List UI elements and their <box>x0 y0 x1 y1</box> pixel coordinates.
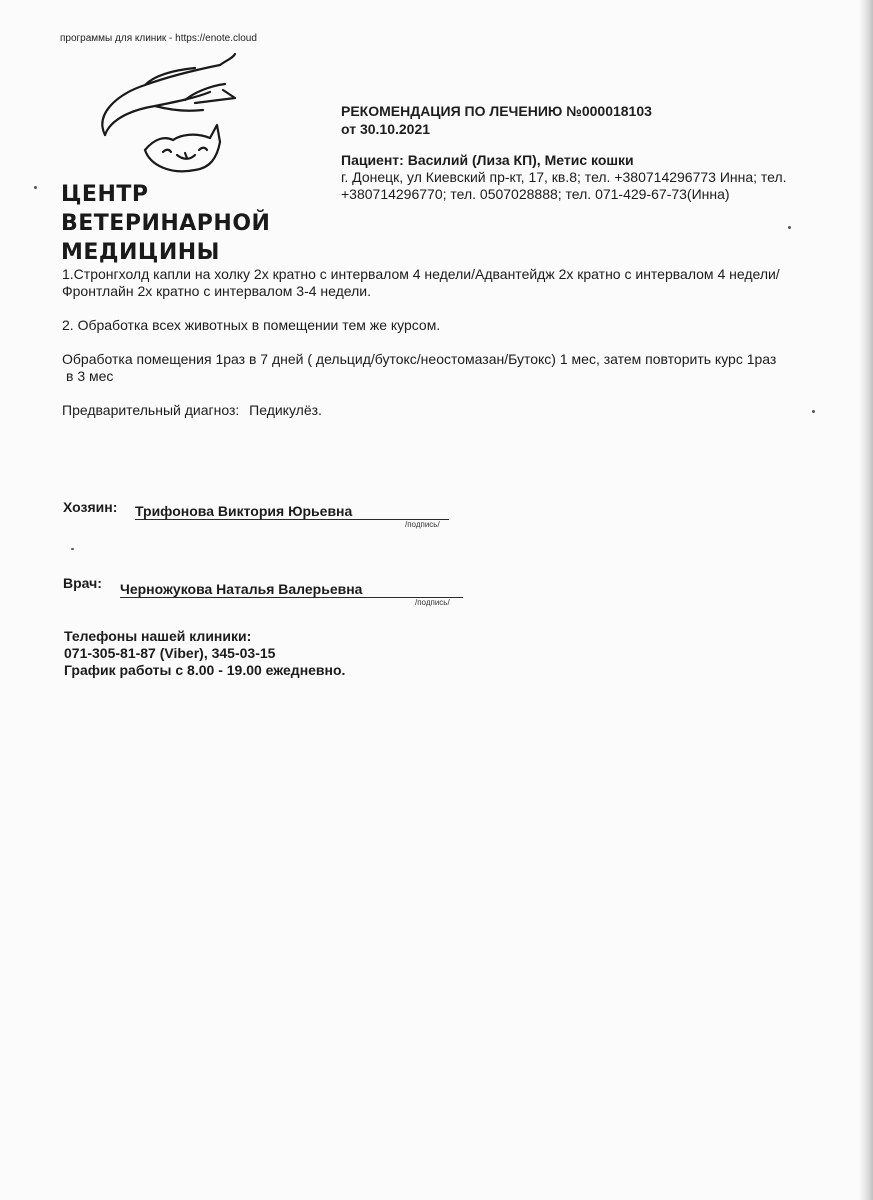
contacts-heading: Телефоны нашей клиники: <box>64 628 252 644</box>
doctor-label: Врач: <box>63 575 102 591</box>
document-title-block <box>341 102 652 138</box>
clinic-name-line1: ЦЕНТР <box>61 182 149 207</box>
owner-signature-caption: /подпись/ <box>405 520 440 529</box>
owner-name: Трифонова Виктория Юрьевна <box>135 503 449 520</box>
treatment-item-3-line1: Обработка помещения 1раз в 7 дней ( дельцид/бутокс/неостомазан/Бутокс) 1 мес, затем повторить курс 1раз <box>62 351 777 367</box>
scan-speck <box>812 410 815 413</box>
patient-label: Пациент: Василий (Лиза КП), Метис кошки <box>341 152 634 168</box>
treatment-item-2 <box>62 317 862 334</box>
document-date: от 30.10.2021 <box>341 121 431 137</box>
doctor-signature-caption: /подпись/ <box>415 598 450 607</box>
scan-speck <box>71 548 74 550</box>
clinic-name-line2: ВЕТЕРИНАРНОЙ <box>61 211 271 236</box>
scan-speck <box>34 186 37 189</box>
clinic-name <box>61 180 270 267</box>
treatment-item-1-line1: 1.Стронгхолд капли на холку 2х кратно с интервалом 4 недели/Адвантейдж 2х кратно с интервалом 4 недели/ <box>62 266 780 282</box>
treatment-item-2-text: 2. Обработка всех животных в помещении тем же курсом. <box>62 317 441 333</box>
patient-block <box>341 152 856 203</box>
clinic-logo <box>45 40 271 270</box>
diagnosis-value: Педикулёз. <box>249 402 322 418</box>
diagnosis <box>62 402 862 419</box>
scan-speck <box>788 226 791 229</box>
patient-address-line2: +380714296770; тел. 0507028888; тел. 071-429-67-73(Инна) <box>341 186 730 202</box>
diagnosis-label: Предварительный диагноз: <box>62 402 240 418</box>
treatment-item-3-line2: в 3 мес <box>66 368 114 384</box>
clinic-name-line3: МЕДИЦИНЫ <box>61 240 220 265</box>
treatment-item-1-line2: Фронтлайн 2х кратно с интервалом 3-4 недели. <box>62 283 371 299</box>
treatment-item-1 <box>62 266 862 300</box>
hand-cat-logo-icon <box>45 40 265 180</box>
program-link: программы для клиник - https://enote.cloud <box>60 33 257 44</box>
clinic-contacts <box>64 628 345 679</box>
patient-address-line1: г. Донецк, ул Киевский пр-кт, 17, кв.8; тел. +380714296773 Инна; тел. <box>341 169 787 185</box>
treatment-block <box>62 266 862 436</box>
scan-edge-shadow <box>859 0 873 1200</box>
contacts-phones: 071-305-81-87 (Viber), 345-03-15 <box>64 645 276 661</box>
owner-label: Хозяин: <box>63 499 118 515</box>
document-title: РЕКОМЕНДАЦИЯ ПО ЛЕЧЕНИЮ №000018103 <box>341 103 652 119</box>
doctor-name: Черножукова Наталья Валерьевна <box>120 581 463 598</box>
contacts-schedule: График работы с 8.00 - 19.00 ежедневно. <box>64 662 346 678</box>
treatment-item-3 <box>62 351 862 385</box>
